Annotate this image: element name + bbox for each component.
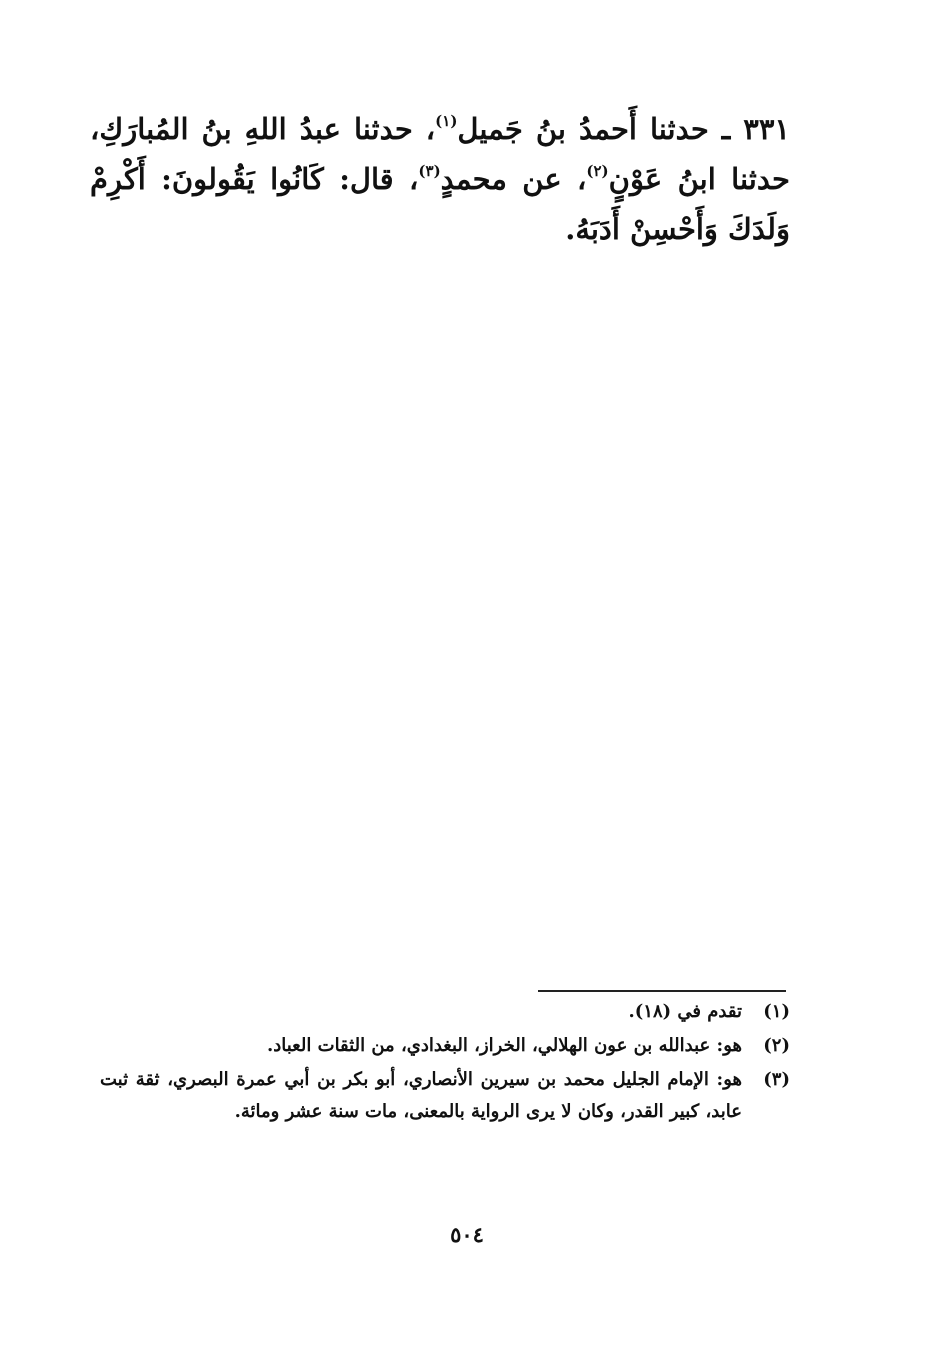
hadith-segment-3: ، عن محمدٍ — [440, 162, 587, 196]
footnote-2 — [100, 1030, 790, 1062]
hadith-segment-2: ، حدثنا عبدُ اللهِ بنُ المُبارَكِ، حدثنا ابنُ عَوْنٍ — [90, 112, 790, 196]
hadith-paragraph — [90, 104, 790, 254]
footnote-number: (٢) — [763, 1035, 790, 1056]
footnote-1 — [100, 996, 790, 1028]
footnote-ref-3: (٣) — [418, 162, 441, 180]
footnote-text: تقدم في (١٨). — [628, 1001, 742, 1022]
footnote-number: (١) — [763, 1001, 790, 1022]
hadith-segment-4: ، قال: كَانُوا يَقُولونَ: أَكْرِمْ وَلَدَكَ وَأَحْسِنْ أَدَبَهُ. — [90, 162, 790, 246]
page-number: ٥٠٤ — [450, 1222, 484, 1247]
footnote-3 — [100, 1064, 790, 1128]
footnote-ref-2: (٢) — [586, 162, 609, 180]
footnote-text: هو: الإمام الجليل محمد بن سيرين الأنصاري، أبو بكر بن أبي عمرة البصري، ثقة ثبت عابد، كبير القدر، وكان لا يرى الرواية بالمعنى، مات سنة عشر ومائة. — [100, 1069, 742, 1122]
hadith-text — [90, 104, 790, 254]
footnote-divider — [538, 990, 786, 992]
footnote-number: (٣) — [763, 1069, 790, 1090]
hadith-dash: ـ — [708, 112, 744, 146]
footnote-text: هو: عبدالله بن عون الهلالي، الخراز، البغدادي، من الثقات العباد. — [266, 1035, 742, 1056]
hadith-segment-1: حدثنا أَحمدُ بنُ جَميل — [457, 112, 709, 146]
footnote-ref-1: (١) — [435, 112, 458, 130]
footnotes — [100, 996, 790, 1130]
hadith-number: ٣٣١ — [743, 112, 790, 146]
